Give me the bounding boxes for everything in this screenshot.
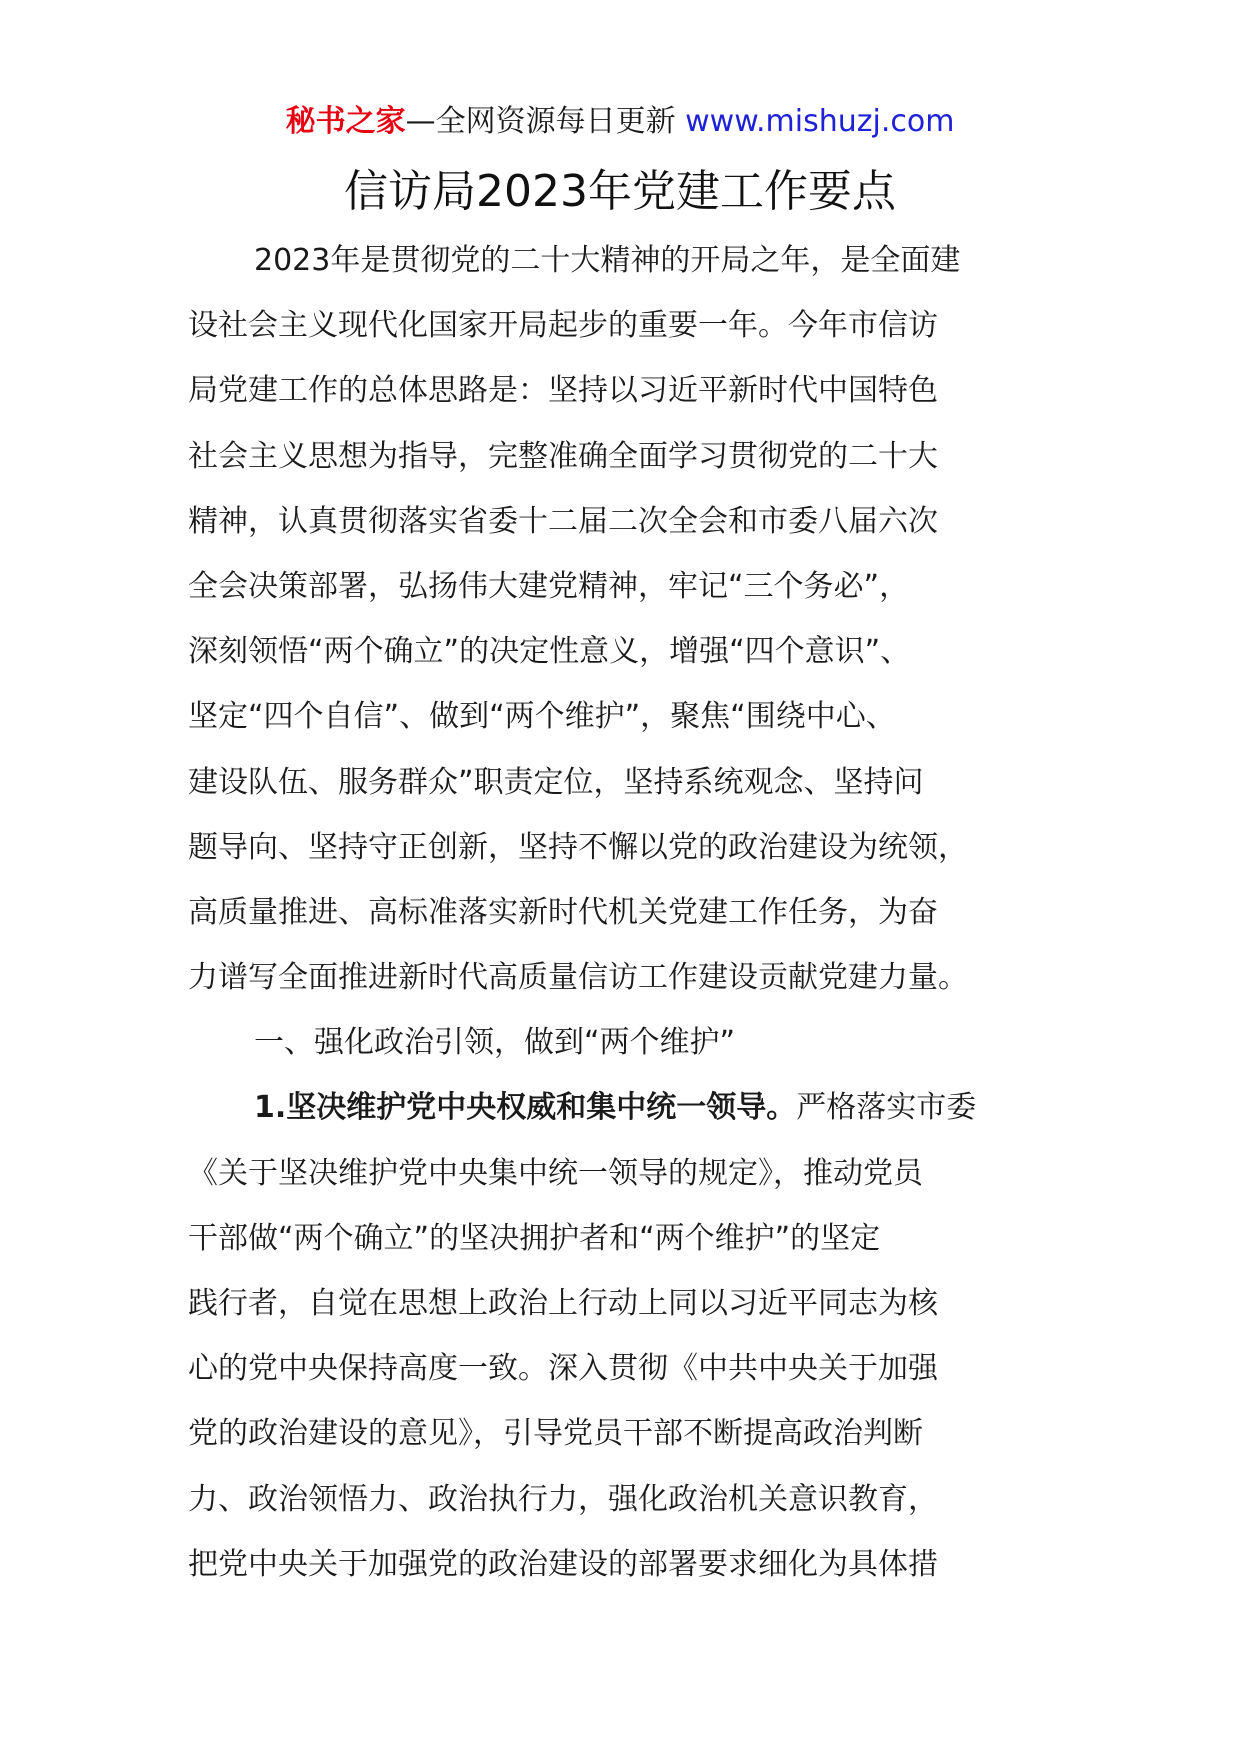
paragraph-line: 题导向、坚持守正创新，坚持不懈以党的政治建设为统领， bbox=[188, 829, 968, 865]
header-tagline: —全网资源每日更新 bbox=[405, 104, 686, 139]
paragraph-line: 把党中央关于加强党的政治建设的部署要求细化为具体措 bbox=[188, 1546, 938, 1582]
paragraph-line: 设社会主义现代化国家开局起步的重要一年。今年市信访 bbox=[188, 308, 938, 344]
document-body bbox=[188, 228, 1068, 1597]
item-text: 严格落实市委 bbox=[796, 1090, 977, 1126]
paragraph-line: 精神，认真贯彻落实省委十二届二次全会和市委八届六次 bbox=[188, 503, 938, 539]
paragraph-line: 坚定“四个自信”、做到“两个维护”，聚焦“围绕中心、 bbox=[188, 699, 896, 735]
paragraph-line: 社会主义思想为指导，完整准确全面学习贯彻党的二十大 bbox=[188, 438, 938, 474]
item-heading: 1.坚决维护党中央权威和集中统一领导。 bbox=[254, 1090, 797, 1126]
paragraph-line: 深刻领悟“两个确立”的决定性意义，增强“四个意识”、 bbox=[188, 634, 911, 670]
paragraph-line: 局党建工作的总体思路是：坚持以习近平新时代中国特色 bbox=[188, 373, 938, 409]
paragraph-line: 高质量推进、高标准落实新时代机关党建工作任务，为奋 bbox=[188, 894, 938, 930]
site-url-link[interactable]: www.mishuzj.com bbox=[685, 104, 955, 139]
section-heading: 一、强化政治引领，做到“两个维护” bbox=[254, 1025, 736, 1061]
paragraph-line: 心的党中央保持高度一致。深入贯彻《中共中央关于加强 bbox=[188, 1351, 938, 1387]
paragraph-line: 力谱写全面推进新时代高质量信访工作建设贡献党建力量。 bbox=[188, 960, 968, 996]
paragraph-line: 《关于坚决维护党中央集中统一领导的规定》，推动党员 bbox=[188, 1155, 923, 1191]
paragraph-line: 党的政治建设的意见》，引导党员干部不断提高政治判断 bbox=[188, 1416, 923, 1452]
site-header bbox=[0, 100, 1240, 144]
paragraph-line: 干部做“两个确立”的坚决拥护者和“两个维护”的坚定 bbox=[188, 1220, 881, 1256]
item-first-line bbox=[188, 1075, 1068, 1140]
paragraph-line: 2023年是贯彻党的二十大精神的开局之年，是全面建 bbox=[254, 243, 961, 278]
document-title: 信访局2023年党建工作要点 bbox=[344, 166, 896, 217]
paragraph-line: 建设队伍、服务群众”职责定位，坚持系统观念、坚持问 bbox=[188, 764, 924, 800]
paragraph-line: 践行者，自觉在思想上政治上行动上同以习近平同志为核 bbox=[188, 1286, 938, 1321]
paragraph-line: 力、政治领悟力、政治执行力，强化政治机关意识教育， bbox=[188, 1481, 938, 1517]
brand-name: 秘书之家 bbox=[285, 104, 406, 139]
paragraph-line: 全会决策部署，弘扬伟大建党精神，牢记“三个务必”， bbox=[188, 568, 910, 604]
